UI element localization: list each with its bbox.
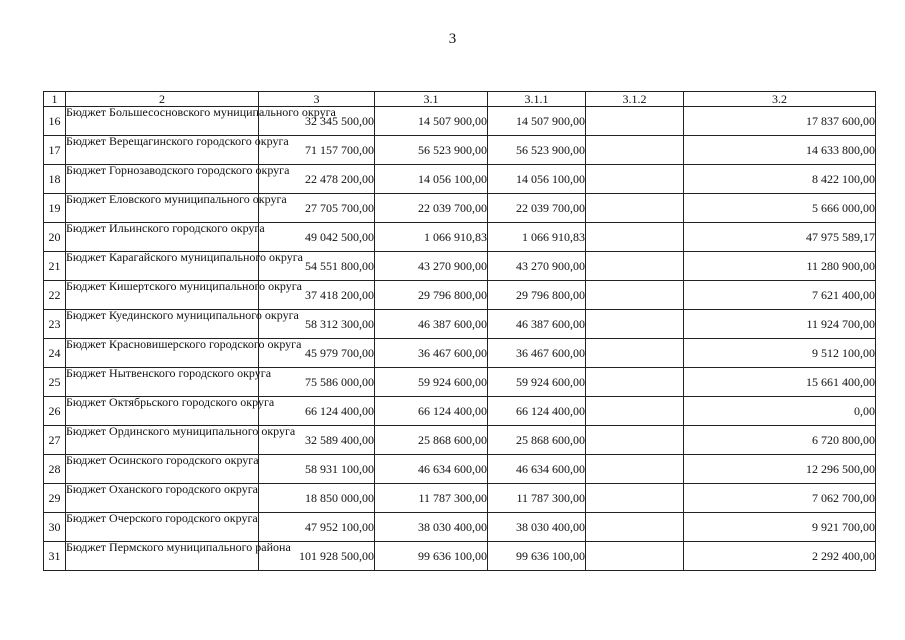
- header-col-3-1: 3.1: [375, 92, 488, 107]
- col-3-2-cell: 6 720 800,00: [684, 426, 876, 455]
- row-number-cell: 30: [44, 513, 66, 542]
- col-3-cell: 58 931 100,00: [259, 455, 375, 484]
- col-3-1-cell: 66 124 400,00: [375, 397, 488, 426]
- table-row: [44, 136, 876, 165]
- col-3-cell: 37 418 200,00: [259, 281, 375, 310]
- col-3-1-2-cell: [586, 165, 684, 194]
- budget-name-cell: Бюджет Горнозаводского городского округа: [66, 165, 259, 194]
- header-col-3-2: 3.2: [684, 92, 876, 107]
- col-3-1-cell: 11 787 300,00: [375, 484, 488, 513]
- table-row: [44, 339, 876, 368]
- col-3-cell: 47 952 100,00: [259, 513, 375, 542]
- col-3-1-1-cell: 1 066 910,83: [488, 223, 586, 252]
- budget-name-cell: Бюджет Карагайского муниципального округа: [66, 252, 259, 281]
- col-3-cell: 32 345 500,00: [259, 107, 375, 136]
- col-3-2-cell: 8 422 100,00: [684, 165, 876, 194]
- col-3-1-1-cell: 22 039 700,00: [488, 194, 586, 223]
- col-3-1-cell: 56 523 900,00: [375, 136, 488, 165]
- col-3-1-2-cell: [586, 252, 684, 281]
- col-3-1-1-cell: 11 787 300,00: [488, 484, 586, 513]
- header-col-3: 3: [259, 92, 375, 107]
- col-3-1-2-cell: [586, 339, 684, 368]
- row-number-cell: 25: [44, 368, 66, 397]
- row-number-cell: 20: [44, 223, 66, 252]
- col-3-1-2-cell: [586, 455, 684, 484]
- col-3-cell: 54 551 800,00: [259, 252, 375, 281]
- table-row: [44, 107, 876, 136]
- header-col-3-1-2: 3.1.2: [586, 92, 684, 107]
- col-3-1-2-cell: [586, 397, 684, 426]
- col-3-1-2-cell: [586, 223, 684, 252]
- col-3-1-1-cell: 46 634 600,00: [488, 455, 586, 484]
- row-number-cell: 31: [44, 542, 66, 571]
- table-row: [44, 310, 876, 339]
- col-3-1-1-cell: 25 868 600,00: [488, 426, 586, 455]
- col-3-2-cell: 15 661 400,00: [684, 368, 876, 397]
- col-3-1-1-cell: 66 124 400,00: [488, 397, 586, 426]
- col-3-1-cell: 22 039 700,00: [375, 194, 488, 223]
- col-3-2-cell: 7 062 700,00: [684, 484, 876, 513]
- budget-name-cell: Бюджет Нытвенского городского округа: [66, 368, 259, 397]
- row-number-cell: 23: [44, 310, 66, 339]
- budget-name-cell: Бюджет Оханского городского округа: [66, 484, 259, 513]
- table-row: [44, 165, 876, 194]
- col-3-1-2-cell: [586, 310, 684, 339]
- page-number: 3: [448, 31, 457, 47]
- col-3-1-2-cell: [586, 426, 684, 455]
- col-3-2-cell: 14 633 800,00: [684, 136, 876, 165]
- col-3-1-2-cell: [586, 281, 684, 310]
- col-3-1-1-cell: 43 270 900,00: [488, 252, 586, 281]
- header-col-2: 2: [66, 92, 259, 107]
- col-3-1-cell: 1 066 910,83: [375, 223, 488, 252]
- col-3-1-1-cell: 59 924 600,00: [488, 368, 586, 397]
- col-3-1-cell: 59 924 600,00: [375, 368, 488, 397]
- col-3-2-cell: 7 621 400,00: [684, 281, 876, 310]
- table-row: [44, 194, 876, 223]
- col-3-1-1-cell: 38 030 400,00: [488, 513, 586, 542]
- col-3-cell: 58 312 300,00: [259, 310, 375, 339]
- col-3-1-cell: 25 868 600,00: [375, 426, 488, 455]
- budget-name-cell: Бюджет Ординского муниципального округа: [66, 426, 259, 455]
- budget-name-cell: Бюджет Кишертского муниципального округа: [66, 281, 259, 310]
- row-number-cell: 19: [44, 194, 66, 223]
- col-3-2-cell: 2 292 400,00: [684, 542, 876, 571]
- col-3-1-2-cell: [586, 107, 684, 136]
- table-body: [44, 107, 876, 571]
- budget-name-cell: Бюджет Куединского муниципального округа: [66, 310, 259, 339]
- col-3-2-cell: 11 924 700,00: [684, 310, 876, 339]
- col-3-1-1-cell: 14 056 100,00: [488, 165, 586, 194]
- col-3-2-cell: 12 296 500,00: [684, 455, 876, 484]
- col-3-1-cell: 14 056 100,00: [375, 165, 488, 194]
- col-3-cell: 101 928 500,00: [259, 542, 375, 571]
- col-3-cell: 49 042 500,00: [259, 223, 375, 252]
- budget-name-cell: Бюджет Осинского городского округа: [66, 455, 259, 484]
- col-3-1-2-cell: [586, 136, 684, 165]
- col-3-1-cell: 14 507 900,00: [375, 107, 488, 136]
- row-number-cell: 29: [44, 484, 66, 513]
- header-col-3-1-1: 3.1.1: [488, 92, 586, 107]
- col-3-1-cell: 99 636 100,00: [375, 542, 488, 571]
- row-number-cell: 21: [44, 252, 66, 281]
- col-3-1-2-cell: [586, 513, 684, 542]
- col-3-1-1-cell: 99 636 100,00: [488, 542, 586, 571]
- col-3-1-1-cell: 56 523 900,00: [488, 136, 586, 165]
- col-3-1-cell: 29 796 800,00: [375, 281, 488, 310]
- table-row: [44, 426, 876, 455]
- budget-name-cell: Бюджет Пермского муниципального района: [66, 542, 259, 571]
- col-3-cell: 45 979 700,00: [259, 339, 375, 368]
- col-3-1-cell: 36 467 600,00: [375, 339, 488, 368]
- col-3-1-1-cell: 46 387 600,00: [488, 310, 586, 339]
- col-3-2-cell: 17 837 600,00: [684, 107, 876, 136]
- col-3-cell: 75 586 000,00: [259, 368, 375, 397]
- col-3-1-2-cell: [586, 194, 684, 223]
- col-3-2-cell: 47 975 589,17: [684, 223, 876, 252]
- col-3-cell: 18 850 000,00: [259, 484, 375, 513]
- col-3-1-cell: 38 030 400,00: [375, 513, 488, 542]
- col-3-cell: 27 705 700,00: [259, 194, 375, 223]
- budget-table: [43, 91, 876, 571]
- col-3-2-cell: 9 921 700,00: [684, 513, 876, 542]
- col-3-cell: 22 478 200,00: [259, 165, 375, 194]
- row-number-cell: 18: [44, 165, 66, 194]
- table-row: [44, 397, 876, 426]
- budget-name-cell: Бюджет Верещагинского городского округа: [66, 136, 259, 165]
- col-3-1-2-cell: [586, 484, 684, 513]
- budget-name-cell: Бюджет Очерского городского округа: [66, 513, 259, 542]
- table-row: [44, 281, 876, 310]
- table-row: [44, 223, 876, 252]
- col-3-2-cell: 11 280 900,00: [684, 252, 876, 281]
- table-row: [44, 542, 876, 571]
- header-col-1: 1: [44, 92, 66, 107]
- table-row: [44, 368, 876, 397]
- row-number-cell: 28: [44, 455, 66, 484]
- col-3-2-cell: 9 512 100,00: [684, 339, 876, 368]
- table-row: [44, 484, 876, 513]
- col-3-1-cell: 43 270 900,00: [375, 252, 488, 281]
- row-number-cell: 26: [44, 397, 66, 426]
- row-number-cell: 16: [44, 107, 66, 136]
- col-3-1-1-cell: 14 507 900,00: [488, 107, 586, 136]
- table-row: [44, 252, 876, 281]
- col-3-1-2-cell: [586, 368, 684, 397]
- col-3-2-cell: 5 666 000,00: [684, 194, 876, 223]
- table-row: [44, 513, 876, 542]
- budget-name-cell: Бюджет Еловского муниципального округа: [66, 194, 259, 223]
- budget-name-cell: Бюджет Большесосновского муниципального округа: [66, 107, 259, 136]
- col-3-1-1-cell: 29 796 800,00: [488, 281, 586, 310]
- col-3-cell: 71 157 700,00: [259, 136, 375, 165]
- row-number-cell: 27: [44, 426, 66, 455]
- row-number-cell: 22: [44, 281, 66, 310]
- budget-name-cell: Бюджет Октябрьского городского округа: [66, 397, 259, 426]
- col-3-cell: 66 124 400,00: [259, 397, 375, 426]
- budget-name-cell: Бюджет Ильинского городского округа: [66, 223, 259, 252]
- table-row: [44, 455, 876, 484]
- row-number-cell: 24: [44, 339, 66, 368]
- col-3-cell: 32 589 400,00: [259, 426, 375, 455]
- col-3-1-1-cell: 36 467 600,00: [488, 339, 586, 368]
- col-3-1-cell: 46 387 600,00: [375, 310, 488, 339]
- col-3-1-2-cell: [586, 542, 684, 571]
- col-3-2-cell: 0,00: [684, 397, 876, 426]
- budget-name-cell: Бюджет Красновишерского городского округа: [66, 339, 259, 368]
- col-3-1-cell: 46 634 600,00: [375, 455, 488, 484]
- row-number-cell: 17: [44, 136, 66, 165]
